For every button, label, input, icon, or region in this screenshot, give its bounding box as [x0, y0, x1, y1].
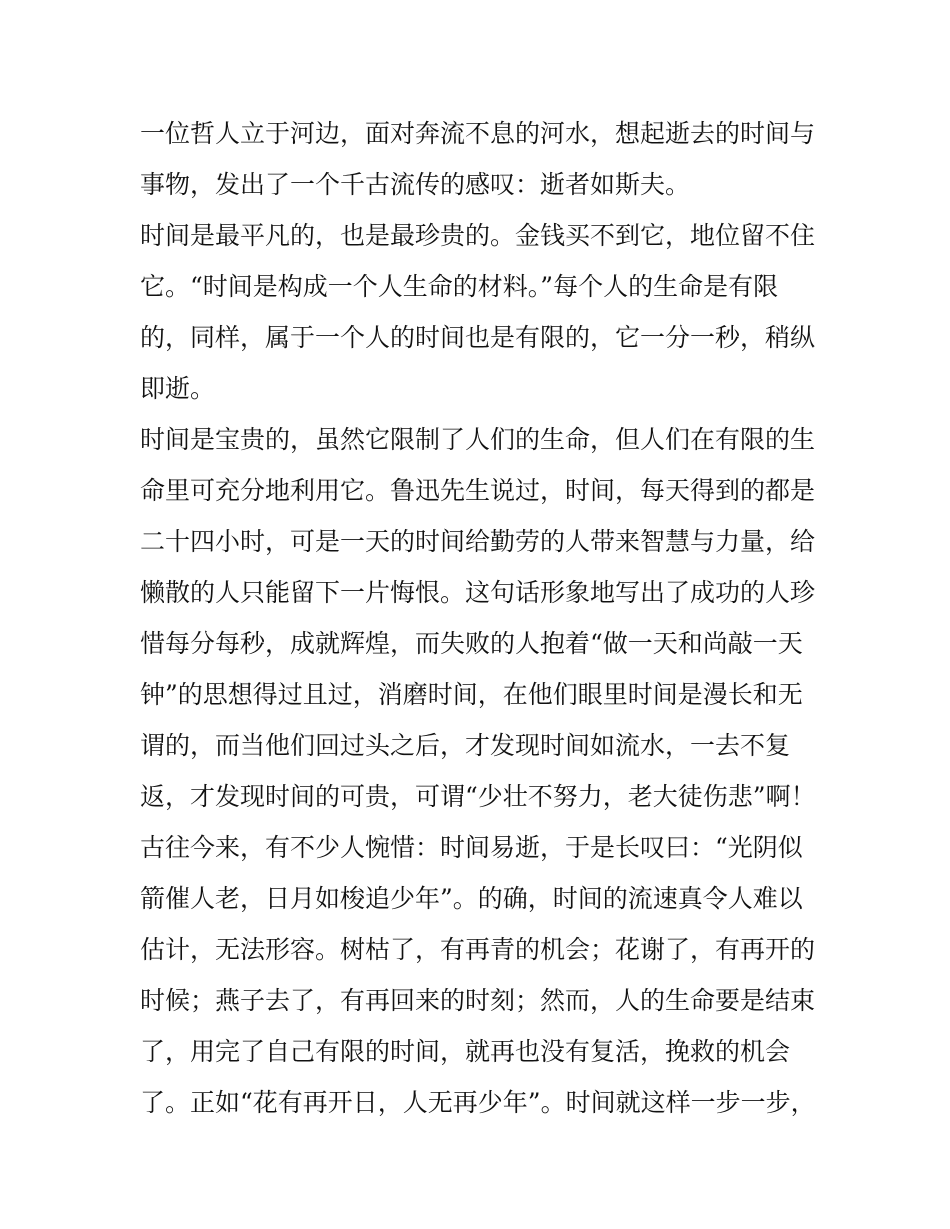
text-line: 钟”的思想得过且过，消磨时间，在他们眼里时间是漫长和无 — [140, 680, 803, 709]
text-line: 它。“时间是构成一个人生命的材料。”每个人的生命是有限 — [140, 272, 779, 301]
text-line: 箭催人老，日月如梭追少年”。的确，时间的流速真令人难以 — [140, 884, 803, 913]
text-line: 时候；燕子去了，有再回来的时刻；然而，人的生命要是结束 — [140, 986, 816, 1015]
text-line: 惜每分每秒，成就辉煌，而失败的人抱着“做一天和尚敲一天 — [140, 629, 803, 658]
text-line: 时间是最平凡的，也是最珍贵的。金钱买不到它，地位留不住 — [140, 221, 816, 250]
document-body — [140, 108, 830, 1128]
text-line: 估计，无法形容。树枯了，有再青的机会；花谢了，有再开的 — [140, 935, 816, 964]
text-line: 二十四小时，可是一天的时间给勤劳的人带来智慧与力量，给 — [140, 527, 816, 556]
text-line: 返，才发现时间的可贵，可谓“少壮不努力，老大徒伤悲”啊！ — [140, 782, 816, 811]
text-line: 事物，发出了一个千古流传的感叹：逝者如斯夫。 — [140, 170, 691, 199]
text-line: 古往今来，有不少人惋惜：时间易逝，于是长叹曰：“光阴似 — [140, 833, 803, 862]
text-line: 一位哲人立于河边，面对奔流不息的河水，想起逝去的时间与 — [140, 119, 816, 148]
text-line: 的，同样，属于一个人的时间也是有限的，它一分一秒，稍纵 — [140, 323, 816, 352]
text-line: 了，用完了自己有限的时间，就再也没有复活，挽救的机会 — [140, 1037, 791, 1066]
text-line: 命里可充分地利用它。鲁迅先生说过，时间，每天得到的都是 — [140, 476, 816, 505]
text-line: 懒散的人只能留下一片悔恨。这句话形象地写出了成功的人珍 — [140, 578, 816, 607]
text-line: 即逝。 — [140, 374, 216, 403]
text-line: 了。正如“花有再开日，人无再少年”。时间就这样一步一步， — [140, 1088, 816, 1117]
text-line: 时间是宝贵的，虽然它限制了人们的生命，但人们在有限的生 — [140, 425, 816, 454]
text-line: 谓的，而当他们回过头之后，才发现时间如流水，一去不复 — [140, 731, 791, 760]
